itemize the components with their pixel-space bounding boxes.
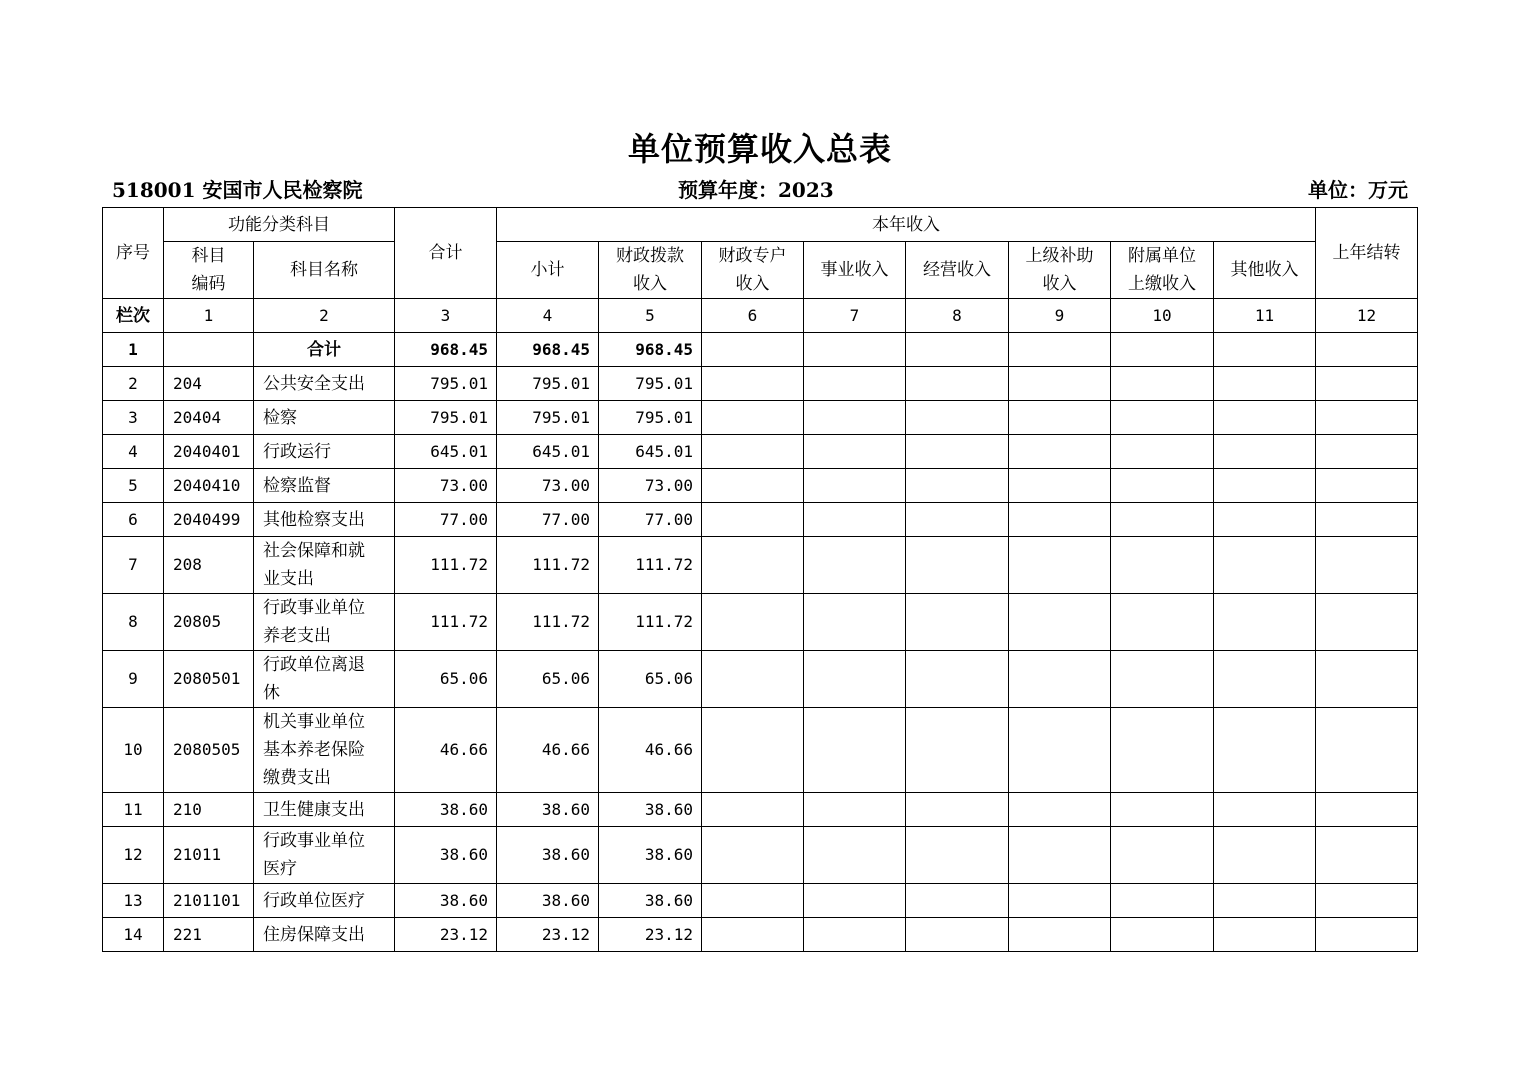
row-seq: 8: [103, 594, 164, 651]
row-empty-cell: [906, 793, 1009, 827]
row-empty-cell: [906, 884, 1009, 918]
row-code: 208: [164, 537, 254, 594]
row-empty-cell: [702, 503, 804, 537]
row-name: 检察: [254, 401, 395, 435]
row-seq: 3: [103, 401, 164, 435]
table-row: [103, 793, 1418, 827]
row-empty-cell: [1214, 651, 1316, 708]
row-empty-cell: [702, 435, 804, 469]
row-empty-cell: [702, 827, 804, 884]
row-empty-cell: [1214, 469, 1316, 503]
row-empty-cell: [1214, 918, 1316, 952]
row-code: 2080505: [164, 708, 254, 793]
row-code: 20404: [164, 401, 254, 435]
row-empty-cell: [1111, 469, 1214, 503]
row-subtotal: 65.06: [497, 651, 599, 708]
row-empty-cell: [702, 367, 804, 401]
row-seq: 13: [103, 884, 164, 918]
row-seq: 4: [103, 435, 164, 469]
row-subtotal: 795.01: [497, 401, 599, 435]
row-empty-cell: [906, 651, 1009, 708]
row-subtotal: 46.66: [497, 708, 599, 793]
row-fiscal-appropriation: 795.01: [599, 401, 702, 435]
row-empty-cell: [1009, 333, 1111, 367]
row-empty-cell: [804, 401, 906, 435]
row-total: 795.01: [395, 367, 497, 401]
header-fiscal-appropriation: 财政拨款 收入: [599, 242, 702, 299]
row-total: 111.72: [395, 537, 497, 594]
header-business-income: 事业收入: [804, 242, 906, 299]
unit-name: 518001 安国市人民检察院: [112, 178, 363, 202]
row-code: 2101101: [164, 884, 254, 918]
row-empty-cell: [906, 537, 1009, 594]
row-seq: 2: [103, 367, 164, 401]
row-code: 2040499: [164, 503, 254, 537]
row-empty-cell: [1009, 708, 1111, 793]
row-total: 77.00: [395, 503, 497, 537]
row-seq: 6: [103, 503, 164, 537]
row-empty-cell: [804, 793, 906, 827]
row-subtotal: 73.00: [497, 469, 599, 503]
row-total: 73.00: [395, 469, 497, 503]
row-fiscal-appropriation: 795.01: [599, 367, 702, 401]
row-empty-cell: [1111, 333, 1214, 367]
currency-unit: 单位：万元: [1308, 178, 1408, 202]
column-index: 10: [1111, 299, 1214, 333]
row-fiscal-appropriation: 38.60: [599, 827, 702, 884]
column-index: 6: [702, 299, 804, 333]
row-code: 221: [164, 918, 254, 952]
row-name: 机关事业单位 基本养老保险 缴费支出: [254, 708, 395, 793]
row-code: [164, 333, 254, 367]
row-empty-cell: [1111, 793, 1214, 827]
row-total: 38.60: [395, 827, 497, 884]
row-empty-cell: [804, 708, 906, 793]
row-fiscal-appropriation: 65.06: [599, 651, 702, 708]
row-name: 社会保障和就 业支出: [254, 537, 395, 594]
row-empty-cell: [1316, 333, 1418, 367]
header-other-income: 其他收入: [1214, 242, 1316, 299]
table-row: [103, 827, 1418, 884]
row-empty-cell: [804, 367, 906, 401]
row-seq: 11: [103, 793, 164, 827]
row-subtotal: 111.72: [497, 594, 599, 651]
row-empty-cell: [702, 401, 804, 435]
row-empty-cell: [1111, 918, 1214, 952]
row-empty-cell: [804, 503, 906, 537]
row-seq: 12: [103, 827, 164, 884]
row-code: 20805: [164, 594, 254, 651]
column-index: 11: [1214, 299, 1316, 333]
row-empty-cell: [906, 503, 1009, 537]
row-empty-cell: [1316, 651, 1418, 708]
row-subtotal: 23.12: [497, 918, 599, 952]
column-index: 4: [497, 299, 599, 333]
row-empty-cell: [1111, 367, 1214, 401]
row-seq: 1: [103, 333, 164, 367]
row-empty-cell: [1111, 884, 1214, 918]
row-empty-cell: [1316, 594, 1418, 651]
row-empty-cell: [804, 594, 906, 651]
row-code: 2040401: [164, 435, 254, 469]
row-empty-cell: [1214, 884, 1316, 918]
table-row: [103, 651, 1418, 708]
row-empty-cell: [1111, 435, 1214, 469]
header-superior-subsidy: 上级补助 收入: [1009, 242, 1111, 299]
row-empty-cell: [1009, 884, 1111, 918]
table-row: [103, 401, 1418, 435]
row-empty-cell: [1009, 537, 1111, 594]
row-empty-cell: [1009, 827, 1111, 884]
row-empty-cell: [1214, 435, 1316, 469]
row-empty-cell: [702, 918, 804, 952]
row-name: 其他检察支出: [254, 503, 395, 537]
row-empty-cell: [804, 333, 906, 367]
row-fiscal-appropriation: 23.12: [599, 918, 702, 952]
row-total: 46.66: [395, 708, 497, 793]
row-total: 645.01: [395, 435, 497, 469]
table-row: [103, 367, 1418, 401]
row-empty-cell: [1111, 708, 1214, 793]
row-empty-cell: [804, 435, 906, 469]
table-row: [103, 435, 1418, 469]
row-total: 38.60: [395, 793, 497, 827]
header-affiliated-unit: 附属单位 上缴收入: [1111, 242, 1214, 299]
row-fiscal-appropriation: 38.60: [599, 793, 702, 827]
row-empty-cell: [1316, 469, 1418, 503]
row-empty-cell: [702, 793, 804, 827]
row-total: 65.06: [395, 651, 497, 708]
row-subtotal: 77.00: [497, 503, 599, 537]
column-index: 8: [906, 299, 1009, 333]
row-empty-cell: [1214, 827, 1316, 884]
row-empty-cell: [1009, 469, 1111, 503]
row-empty-cell: [702, 469, 804, 503]
row-seq: 9: [103, 651, 164, 708]
table-row: [103, 333, 1418, 367]
row-code: 2080501: [164, 651, 254, 708]
row-subtotal: 645.01: [497, 435, 599, 469]
row-empty-cell: [906, 708, 1009, 793]
row-name: 住房保障支出: [254, 918, 395, 952]
row-empty-cell: [1214, 537, 1316, 594]
row-name: 行政事业单位 养老支出: [254, 594, 395, 651]
row-code: 2040410: [164, 469, 254, 503]
column-index: 3: [395, 299, 497, 333]
row-fiscal-appropriation: 645.01: [599, 435, 702, 469]
row-name: 合计: [254, 333, 395, 367]
row-empty-cell: [702, 537, 804, 594]
header-prior-carryover: 上年结转: [1316, 208, 1418, 299]
header-fiscal-special: 财政专户 收入: [702, 242, 804, 299]
row-empty-cell: [1009, 793, 1111, 827]
row-empty-cell: [804, 884, 906, 918]
column-index: 5: [599, 299, 702, 333]
row-fiscal-appropriation: 46.66: [599, 708, 702, 793]
row-empty-cell: [1111, 827, 1214, 884]
row-empty-cell: [906, 333, 1009, 367]
row-empty-cell: [1316, 435, 1418, 469]
row-empty-cell: [1214, 333, 1316, 367]
row-empty-cell: [1009, 503, 1111, 537]
column-index: 12: [1316, 299, 1418, 333]
header-code: 科目 编码: [164, 242, 254, 299]
table-body: [103, 333, 1418, 952]
row-fiscal-appropriation: 73.00: [599, 469, 702, 503]
row-seq: 5: [103, 469, 164, 503]
header-total: 合计: [395, 208, 497, 299]
row-subtotal: 38.60: [497, 793, 599, 827]
header-current-income: 本年收入: [497, 208, 1316, 242]
row-empty-cell: [1316, 503, 1418, 537]
row-empty-cell: [702, 651, 804, 708]
row-name: 行政事业单位 医疗: [254, 827, 395, 884]
header-subtotal: 小计: [497, 242, 599, 299]
row-subtotal: 38.60: [497, 827, 599, 884]
row-fiscal-appropriation: 968.45: [599, 333, 702, 367]
row-fiscal-appropriation: 111.72: [599, 594, 702, 651]
column-index: 2: [254, 299, 395, 333]
row-empty-cell: [702, 594, 804, 651]
row-empty-cell: [1009, 435, 1111, 469]
row-empty-cell: [1214, 594, 1316, 651]
row-subtotal: 968.45: [497, 333, 599, 367]
row-empty-cell: [804, 469, 906, 503]
row-seq: 14: [103, 918, 164, 952]
row-empty-cell: [1316, 401, 1418, 435]
row-empty-cell: [1214, 401, 1316, 435]
row-code: 21011: [164, 827, 254, 884]
row-total: 795.01: [395, 401, 497, 435]
row-code: 204: [164, 367, 254, 401]
row-name: 卫生健康支出: [254, 793, 395, 827]
row-name: 行政单位医疗: [254, 884, 395, 918]
row-seq: 7: [103, 537, 164, 594]
header-name: 科目名称: [254, 242, 395, 299]
row-empty-cell: [1111, 401, 1214, 435]
row-empty-cell: [1009, 367, 1111, 401]
row-seq: 10: [103, 708, 164, 793]
row-empty-cell: [906, 401, 1009, 435]
row-empty-cell: [1316, 884, 1418, 918]
table-row: [103, 918, 1418, 952]
row-empty-cell: [1111, 594, 1214, 651]
row-empty-cell: [804, 537, 906, 594]
row-empty-cell: [1214, 367, 1316, 401]
table-row: [103, 708, 1418, 793]
row-subtotal: 111.72: [497, 537, 599, 594]
row-empty-cell: [804, 918, 906, 952]
row-fiscal-appropriation: 77.00: [599, 503, 702, 537]
budget-income-table: [102, 207, 1418, 952]
row-empty-cell: [702, 708, 804, 793]
row-empty-cell: [804, 827, 906, 884]
row-empty-cell: [906, 435, 1009, 469]
header-func-class: 功能分类科目: [164, 208, 395, 242]
table-row: [103, 503, 1418, 537]
page-title: 单位预算收入总表: [627, 130, 892, 168]
row-empty-cell: [906, 827, 1009, 884]
row-empty-cell: [1111, 651, 1214, 708]
row-total: 38.60: [395, 884, 497, 918]
table-row: [103, 537, 1418, 594]
row-total: 23.12: [395, 918, 497, 952]
row-empty-cell: [1316, 367, 1418, 401]
row-empty-cell: [804, 651, 906, 708]
row-total: 968.45: [395, 333, 497, 367]
row-fiscal-appropriation: 38.60: [599, 884, 702, 918]
row-empty-cell: [906, 594, 1009, 651]
row-empty-cell: [1316, 708, 1418, 793]
row-subtotal: 795.01: [497, 367, 599, 401]
row-empty-cell: [906, 918, 1009, 952]
row-empty-cell: [1214, 793, 1316, 827]
row-empty-cell: [1009, 594, 1111, 651]
row-empty-cell: [1316, 827, 1418, 884]
header-seq: 序号: [103, 208, 164, 299]
row-empty-cell: [1111, 537, 1214, 594]
column-index: 1: [164, 299, 254, 333]
row-name: 公共安全支出: [254, 367, 395, 401]
row-name: 检察监督: [254, 469, 395, 503]
row-total: 111.72: [395, 594, 497, 651]
row-empty-cell: [1316, 918, 1418, 952]
row-fiscal-appropriation: 111.72: [599, 537, 702, 594]
row-empty-cell: [1316, 537, 1418, 594]
column-index: 7: [804, 299, 906, 333]
row-name: 行政运行: [254, 435, 395, 469]
column-index-label: 栏次: [103, 299, 164, 333]
table-row: [103, 469, 1418, 503]
table-row: [103, 594, 1418, 651]
row-empty-cell: [906, 469, 1009, 503]
header-operating-income: 经营收入: [906, 242, 1009, 299]
budget-year: 预算年度：2023: [678, 178, 834, 202]
row-empty-cell: [1214, 708, 1316, 793]
row-name: 行政单位离退 休: [254, 651, 395, 708]
row-empty-cell: [1009, 651, 1111, 708]
row-empty-cell: [906, 367, 1009, 401]
row-code: 210: [164, 793, 254, 827]
row-subtotal: 38.60: [497, 884, 599, 918]
row-empty-cell: [1009, 401, 1111, 435]
column-index: 9: [1009, 299, 1111, 333]
row-empty-cell: [1316, 793, 1418, 827]
table-row: [103, 884, 1418, 918]
row-empty-cell: [1009, 918, 1111, 952]
row-empty-cell: [1111, 503, 1214, 537]
row-empty-cell: [702, 884, 804, 918]
row-empty-cell: [1214, 503, 1316, 537]
row-empty-cell: [702, 333, 804, 367]
